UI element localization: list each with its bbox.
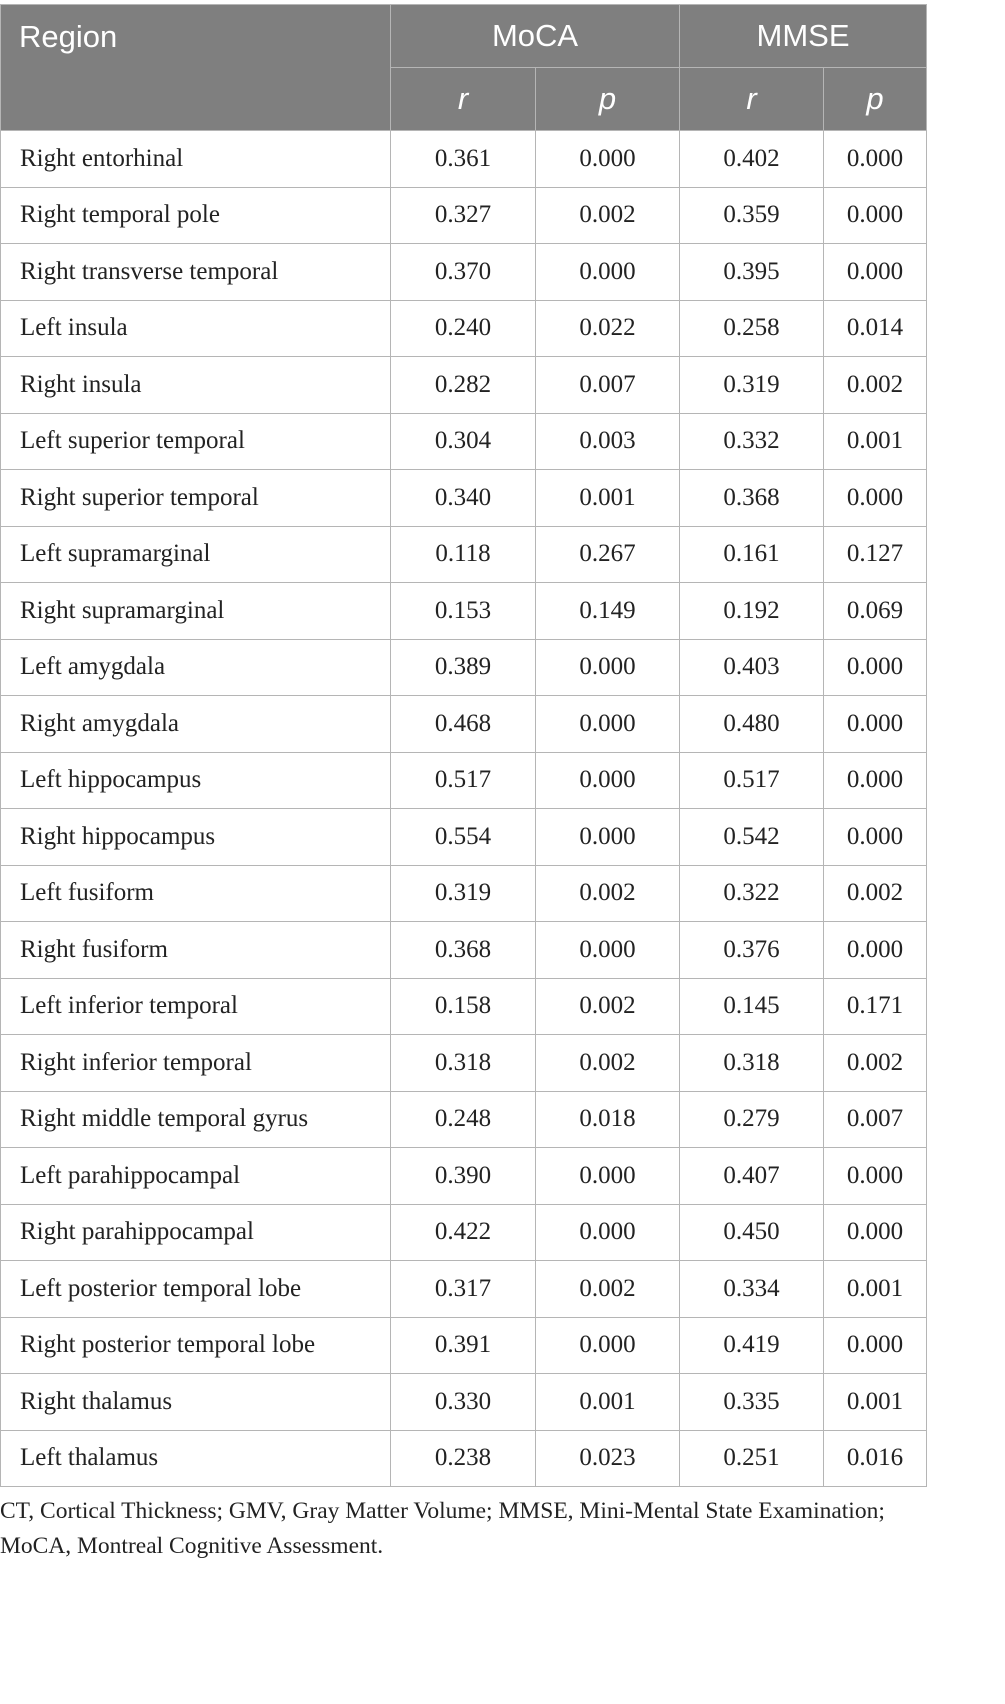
region-cell: Right parahippocampal	[1, 1204, 391, 1261]
mmse-r-cell: 0.517	[680, 752, 824, 809]
mmse-r-cell: 0.450	[680, 1204, 824, 1261]
mmse-p-cell: 0.014	[824, 300, 927, 357]
region-cell: Left superior temporal	[1, 413, 391, 470]
moca-r-cell: 0.238	[391, 1430, 536, 1487]
mmse-r-cell: 0.407	[680, 1148, 824, 1205]
mmse-p-cell: 0.002	[824, 357, 927, 414]
moca-p-cell: 0.000	[536, 1204, 680, 1261]
table-row	[1, 865, 927, 922]
mmse-r-header: r	[680, 68, 824, 131]
table-row	[1, 1261, 927, 1318]
mmse-p-cell: 0.002	[824, 865, 927, 922]
moca-p-cell: 0.000	[536, 131, 680, 188]
table-row	[1, 922, 927, 979]
table-row	[1, 413, 927, 470]
table-row	[1, 809, 927, 866]
moca-p-cell: 0.267	[536, 526, 680, 583]
moca-r-cell: 0.370	[391, 244, 536, 301]
mmse-p-cell: 0.069	[824, 583, 927, 640]
moca-r-cell: 0.468	[391, 696, 536, 753]
mmse-p-cell: 0.016	[824, 1430, 927, 1487]
moca-r-cell: 0.118	[391, 526, 536, 583]
moca-r-cell: 0.318	[391, 1035, 536, 1092]
mmse-p-cell: 0.000	[824, 922, 927, 979]
mmse-p-cell: 0.000	[824, 244, 927, 301]
moca-p-cell: 0.022	[536, 300, 680, 357]
moca-r-cell: 0.422	[391, 1204, 536, 1261]
mmse-p-cell: 0.000	[824, 809, 927, 866]
table-row	[1, 978, 927, 1035]
moca-p-cell: 0.001	[536, 1374, 680, 1431]
mmse-r-cell: 0.279	[680, 1091, 824, 1148]
mmse-p-cell: 0.001	[824, 1261, 927, 1318]
mmse-p-cell: 0.007	[824, 1091, 927, 1148]
mmse-r-cell: 0.335	[680, 1374, 824, 1431]
moca-r-cell: 0.317	[391, 1261, 536, 1318]
table-row	[1, 300, 927, 357]
moca-r-cell: 0.158	[391, 978, 536, 1035]
moca-p-cell: 0.002	[536, 187, 680, 244]
table-row	[1, 131, 927, 188]
moca-p-cell: 0.018	[536, 1091, 680, 1148]
header-row-groups	[1, 5, 927, 68]
mmse-p-cell: 0.002	[824, 1035, 927, 1092]
correlation-table-container	[0, 4, 926, 1487]
table-body	[1, 131, 927, 1487]
table-row	[1, 1374, 927, 1431]
table-row	[1, 1148, 927, 1205]
mmse-p-cell: 0.000	[824, 131, 927, 188]
mmse-r-cell: 0.395	[680, 244, 824, 301]
region-cell: Left amygdala	[1, 639, 391, 696]
mmse-r-cell: 0.251	[680, 1430, 824, 1487]
mmse-r-cell: 0.402	[680, 131, 824, 188]
region-cell: Right posterior temporal lobe	[1, 1317, 391, 1374]
moca-p-cell: 0.003	[536, 413, 680, 470]
table-row	[1, 639, 927, 696]
table-header	[1, 5, 927, 131]
moca-r-cell: 0.340	[391, 470, 536, 527]
mmse-r-cell: 0.368	[680, 470, 824, 527]
moca-r-cell: 0.391	[391, 1317, 536, 1374]
region-cell: Right inferior temporal	[1, 1035, 391, 1092]
moca-p-cell: 0.007	[536, 357, 680, 414]
region-cell: Right entorhinal	[1, 131, 391, 188]
mmse-p-cell: 0.001	[824, 413, 927, 470]
region-cell: Right transverse temporal	[1, 244, 391, 301]
region-cell: Right fusiform	[1, 922, 391, 979]
region-cell: Left posterior temporal lobe	[1, 1261, 391, 1318]
mmse-p-cell: 0.000	[824, 1148, 927, 1205]
moca-p-cell: 0.001	[536, 470, 680, 527]
mmse-r-cell: 0.161	[680, 526, 824, 583]
mmse-r-cell: 0.542	[680, 809, 824, 866]
moca-p-cell: 0.002	[536, 978, 680, 1035]
moca-p-cell: 0.002	[536, 1261, 680, 1318]
region-cell: Right middle temporal gyrus	[1, 1091, 391, 1148]
table-row	[1, 470, 927, 527]
mmse-r-cell: 0.145	[680, 978, 824, 1035]
mmse-p-cell: 0.171	[824, 978, 927, 1035]
mmse-r-cell: 0.376	[680, 922, 824, 979]
mmse-r-cell: 0.332	[680, 413, 824, 470]
table-row	[1, 696, 927, 753]
mmse-p-header: p	[824, 68, 927, 131]
moca-p-cell: 0.000	[536, 809, 680, 866]
region-cell: Left insula	[1, 300, 391, 357]
region-cell: Right insula	[1, 357, 391, 414]
moca-r-cell: 0.153	[391, 583, 536, 640]
region-cell: Right hippocampus	[1, 809, 391, 866]
moca-group-header: MoCA	[391, 5, 680, 68]
table-row	[1, 1204, 927, 1261]
table-row	[1, 1430, 927, 1487]
moca-p-cell: 0.000	[536, 1317, 680, 1374]
mmse-r-cell: 0.192	[680, 583, 824, 640]
moca-r-cell: 0.304	[391, 413, 536, 470]
mmse-p-cell: 0.000	[824, 1204, 927, 1261]
table-footnote: CT, Cortical Thickness; GMV, Gray Matter Volume; MMSE, Mini-Mental State Examination; MoCA, Montreal Cognitive Assessment.	[0, 1498, 885, 1559]
region-cell: Left hippocampus	[1, 752, 391, 809]
mmse-p-cell: 0.127	[824, 526, 927, 583]
moca-r-header: r	[391, 68, 536, 131]
moca-p-cell: 0.023	[536, 1430, 680, 1487]
table-row	[1, 752, 927, 809]
moca-p-header: p	[536, 68, 680, 131]
moca-r-cell: 0.282	[391, 357, 536, 414]
moca-p-cell: 0.149	[536, 583, 680, 640]
table-row	[1, 187, 927, 244]
region-cell: Right amygdala	[1, 696, 391, 753]
moca-p-cell: 0.000	[536, 922, 680, 979]
region-cell: Right temporal pole	[1, 187, 391, 244]
moca-p-cell: 0.002	[536, 865, 680, 922]
moca-r-cell: 0.319	[391, 865, 536, 922]
region-cell: Left thalamus	[1, 1430, 391, 1487]
mmse-r-cell: 0.322	[680, 865, 824, 922]
moca-r-cell: 0.390	[391, 1148, 536, 1205]
table-row	[1, 1035, 927, 1092]
table-row	[1, 1317, 927, 1374]
correlation-table	[0, 4, 927, 1487]
mmse-r-cell: 0.318	[680, 1035, 824, 1092]
moca-p-cell: 0.000	[536, 639, 680, 696]
moca-r-cell: 0.389	[391, 639, 536, 696]
mmse-r-cell: 0.319	[680, 357, 824, 414]
moca-r-cell: 0.327	[391, 187, 536, 244]
region-column-header: Region	[1, 5, 391, 131]
region-cell: Right superior temporal	[1, 470, 391, 527]
region-cell: Right thalamus	[1, 1374, 391, 1431]
mmse-p-cell: 0.000	[824, 752, 927, 809]
moca-r-cell: 0.517	[391, 752, 536, 809]
mmse-group-header: MMSE	[680, 5, 927, 68]
region-cell: Left inferior temporal	[1, 978, 391, 1035]
moca-r-cell: 0.554	[391, 809, 536, 866]
region-cell: Right supramarginal	[1, 583, 391, 640]
table-row	[1, 526, 927, 583]
moca-r-cell: 0.248	[391, 1091, 536, 1148]
mmse-r-cell: 0.334	[680, 1261, 824, 1318]
mmse-r-cell: 0.480	[680, 696, 824, 753]
mmse-r-cell: 0.419	[680, 1317, 824, 1374]
moca-p-cell: 0.000	[536, 696, 680, 753]
mmse-p-cell: 0.000	[824, 696, 927, 753]
table-row	[1, 1091, 927, 1148]
mmse-p-cell: 0.000	[824, 187, 927, 244]
region-cell: Left fusiform	[1, 865, 391, 922]
moca-p-cell: 0.000	[536, 1148, 680, 1205]
table-row	[1, 244, 927, 301]
mmse-p-cell: 0.000	[824, 1317, 927, 1374]
mmse-r-cell: 0.359	[680, 187, 824, 244]
moca-r-cell: 0.368	[391, 922, 536, 979]
mmse-p-cell: 0.000	[824, 470, 927, 527]
moca-p-cell: 0.000	[536, 752, 680, 809]
mmse-p-cell: 0.000	[824, 639, 927, 696]
region-cell: Left supramarginal	[1, 526, 391, 583]
table-row	[1, 583, 927, 640]
mmse-r-cell: 0.403	[680, 639, 824, 696]
mmse-p-cell: 0.001	[824, 1374, 927, 1431]
table-row	[1, 357, 927, 414]
moca-r-cell: 0.330	[391, 1374, 536, 1431]
moca-r-cell: 0.361	[391, 131, 536, 188]
region-cell: Left parahippocampal	[1, 1148, 391, 1205]
mmse-r-cell: 0.258	[680, 300, 824, 357]
moca-p-cell: 0.002	[536, 1035, 680, 1092]
moca-r-cell: 0.240	[391, 300, 536, 357]
moca-p-cell: 0.000	[536, 244, 680, 301]
